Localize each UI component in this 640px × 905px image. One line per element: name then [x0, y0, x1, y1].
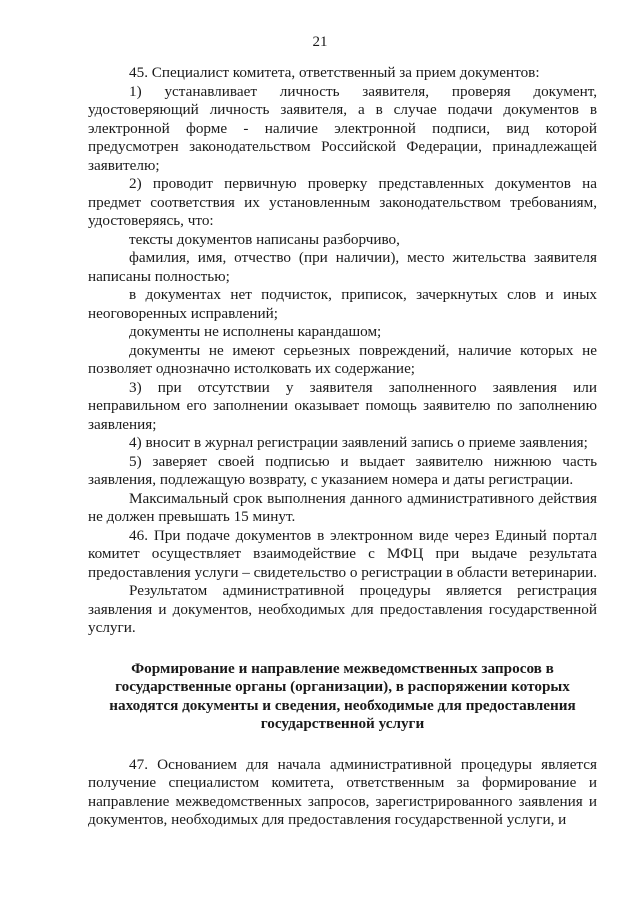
document-body	[88, 64, 597, 830]
paragraph-item-1: 1) устанавливает личность заявителя, проверяя документ, удостоверяющий личность заявителя, а в случае подачи документов в электронной форме - наличие электронной подписи, вид которой предусмотрен законодательством Российской Федерации, принадлежащей заявителю;	[88, 82, 597, 174]
paragraph-item-3: 3) при отсутствии у заявителя заполненного заявления или неправильном его заполнении оказывает помощь заявителю по заполнению заявления;	[88, 378, 597, 433]
paragraph-45-intro: 45. Специалист комитета, ответственный за прием документов:	[129, 64, 540, 81]
paragraph-check-damage: документы не имеют серьезных повреждений, наличие которых не позволяет однозначно истолковать их содержание;	[88, 341, 597, 377]
paragraph-result: Результатом административной процедуры является регистрация заявления и документов, необходимых для предоставления государственной услуги.	[88, 582, 597, 636]
paragraph-46: 46. При подаче документов в электронном виде через Единый портал комитет осуществляет взаимодействие с МФЦ при выдаче результата предоставления услуги – свидетельство о регистрации в области ветеринарии.	[88, 526, 598, 581]
paragraph-check-name: фамилия, имя, отчество (при наличии), место жительства заявителя написаны полностью;	[88, 249, 597, 285]
paragraph-check-pencil: документы не исполнены карандашом;	[129, 323, 382, 340]
paragraph-check-legible: тексты документов написаны разборчиво,	[129, 230, 400, 248]
paragraph-item-5: 5) заверяет своей подписью и выдает заявителю нижнюю часть заявления, подлежащую возврату, с указанием номера и даты регистрации.	[88, 452, 597, 488]
paragraph-item-4: 4) вносит в журнал регистрации заявлений запись о приеме заявления;	[129, 434, 588, 451]
section-heading: Формирование и направление межведомственных запросов в государственные органы (организации), в распоряжении которых находятся документы и сведения, необходимые для предоставления государственной услуги	[109, 659, 576, 732]
paragraph-check-corrections: в документах нет подчисток, приписок, зачеркнутых слов и иных неоговоренных исправлений;	[88, 286, 597, 322]
paragraph-item-2: 2) проводит первичную проверку представленных документов на предмет соответствия их установленным законодательством требованиям, удостоверяясь, что:	[88, 175, 597, 229]
paragraph-47: 47. Основанием для начала административной процедуры является получение специалистом комитета, ответственным за формирование и направление межведомственных запросов, зарегистрированного заявления и документов, необходимых для предоставления государственной услуги, и	[88, 755, 597, 828]
page-number: 21	[312, 34, 328, 50]
paragraph-max-duration: Максимальный срок выполнения данного административного действия не должен превышать 15 минут.	[88, 489, 597, 525]
